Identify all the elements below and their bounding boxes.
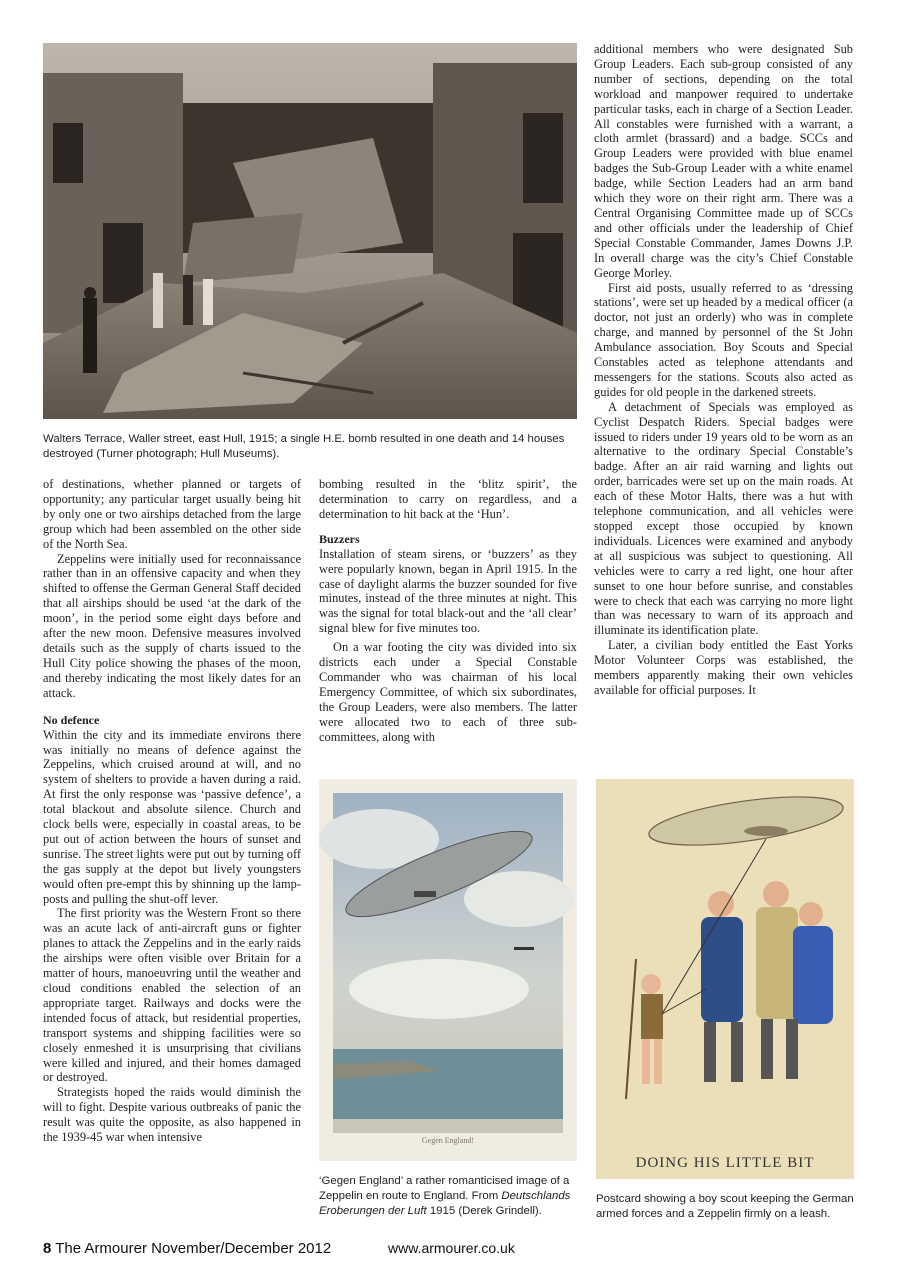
paragraph: Installation of steam sirens, or ‘buzzers’ as they were popularly known, began in April 1915. In the case of daylight alarms the buzzer sounded for five minutes, instead of the three minutes at night. This was the signal for total black-out and the ‘all clear’ signal blew for five minutes too. xyxy=(319,546,577,636)
page-number: 8 xyxy=(43,1240,52,1257)
section-heading-no-defence: No defence xyxy=(43,712,100,727)
caption-book-title: Deutschlands Eroberungen der Luft xyxy=(319,1190,571,1217)
paragraph: First aid posts, usually referred to as ‘dressing stations’, were set up headed by a medical officer (a doctor, not just an orderly) who was in complete charge, and manned by personnel of the St John Ambulance association. Boy Scouts and Special Constables acted as telephone attendants and messengers for the stations. Scouts also acted as guides for old people in the darkened streets. xyxy=(594,280,853,399)
magazine-issue: The Armourer November/December 2012 xyxy=(55,1240,332,1257)
scout-leash-illustration xyxy=(596,779,854,1179)
bomb-damage-photo xyxy=(43,43,577,419)
page-footer xyxy=(43,1240,331,1257)
paragraph: A detachment of Specials was employed as Cyclist Despatch Riders. Special badges were issued to riders under 19 years old to be worn as an alternative to the ordinary Special Constable’s badge. After an air raid warning and lights out order, barricades were set up on the main roads. At each of these Motor Halts, there was a hut with telephone communication, and all vehicles were stopped except those occupied by known individuals. Licences were examined and anybody at all suspicious was subject to questioning. All vehicles were to carry a red light, one hour after sunset to one hour before sunrise, and constables were to check that each was carrying no more light than was necessary to warn of its approach and illuminate its identification plate. xyxy=(594,399,853,638)
article-column-2 xyxy=(319,477,577,745)
paragraph: bombing resulted in the ‘blitz spirit’, the determination to carry on regardless, and a determination to hit back at the ‘Hun’. xyxy=(319,477,577,521)
paragraph: On a war footing the city was divided into six districts each under a Special Constable Commander who was chairman of his local Emergency Committee, of which six subordinates, the Group Leaders, were also members. The latter were allocated two to each of three sub-committees, along with xyxy=(319,640,577,744)
postcard-scout-picture xyxy=(596,779,854,1179)
article-column-3 xyxy=(594,42,853,698)
postcard-inscription: DOING HIS LITTLE BIT xyxy=(635,1155,815,1171)
photo-caption-postcard: Postcard showing a boy scout keeping the German armed forces and a Zeppelin firmly on a leash. xyxy=(596,1193,854,1220)
paragraph: Zeppelins were initially used for reconnaissance rather than in an offensive capacity and when they shifted to offense the German General Staff decided that all airships should be used ‘at the dark of the moon’, in the period some eight days before and after the new moon. Defensive measures involved details such as the supply of charts issued to the Hull City police showing the phases of the moon, and thereby indicating the most likely dates for an attack. xyxy=(43,551,301,700)
footer-website: www.armourer.co.uk xyxy=(388,1240,515,1256)
section-heading-buzzers: Buzzers xyxy=(319,531,360,546)
paragraph: Within the city and its immediate environs there was initially no means of defence against the Zeppelins, which cruised around at will, and no system of shelters to provide a haven during a raid. At first the only response was ‘passive defence’, a total blackout and absolute silence. Church and clock bells were, especially in coastal areas, to be put out of action between the hours of sunset and sunrise. The street lights were put out by turning off the gas supply at the depot but lively youngsters would often pre-empt this by shinning up the lamp-posts and pulling the shut-off lever. xyxy=(43,727,301,906)
paragraph: additional members who were designated Sub Group Leaders. Each sub-group consisted of any number of sections, depending on the total workload and manpower required to undertake particular tasks, each in charge of a Section Leader. All constables were furnished with a warrant, a cloth armlet (brassard) and a badge. SCCs and Group Leaders were provided with blue enamel badges the Sub-Group Leader with a white enamel badge, while Section Leaders had an arm band which they wore on their right arm. There was a Central Organising Committee made up of SCCs and other officials under the leadership of Chief Special Constable Commander, James Downs J.P. In overall charge was the city’s Chief Constable George Morley. xyxy=(594,42,853,280)
caption-text: 1915 (Derek Grindell). xyxy=(426,1205,542,1217)
zeppelin-over-sea-illustration xyxy=(319,779,577,1161)
paragraph: Later, a civilian body entitled the East Yorks Motor Volunteer Corps was established, the members apparently making their own vehicles available for official purposes. It xyxy=(594,638,853,697)
paragraph: The first priority was the Western Front so there was an acute lack of anti-aircraft guns or fighter planes to attack the Zeppelins and in the early raids the airships were often visible over Britain for a matter of hours, manoeuvring until the weather and cloud conditions enabled the selection of an appropriate target. Railways and docks were the intended focus of attack, but residential properties, transport systems and shipping facilities were so closely enmeshed it is unsurprising that civilians were killed and injured, and their homes damaged or destroyed. xyxy=(43,906,301,1085)
paragraph: of destinations, whether planned or targets of opportunity; any particular target usually being hit by only one or two airships detached from the large group which had been assembled on the other side of the North Sea. xyxy=(43,477,301,551)
bomb-damage-illustration xyxy=(43,43,577,419)
gegen-england-picture xyxy=(319,779,577,1161)
photo-caption-gegen-england xyxy=(319,1174,581,1219)
picture-inscription: Gegen England! xyxy=(421,1136,475,1145)
caption-text: ‘Gegen England’ a rather romanticised image of a Zeppelin en route to England. From xyxy=(319,1175,570,1202)
article-column-1 xyxy=(43,477,301,1145)
paragraph: Strategists hoped the raids would diminish the will to fight. Despite various outbreaks of panic the result was quite the opposite, as also happened in the 1939-45 war when intensive xyxy=(43,1085,301,1145)
photo-caption-walters-terrace: Walters Terrace, Waller street, east Hull, 1915; a single H.E. bomb resulted in one death and 14 houses destroyed (Turner photograph; Hull Museums). xyxy=(43,433,565,460)
